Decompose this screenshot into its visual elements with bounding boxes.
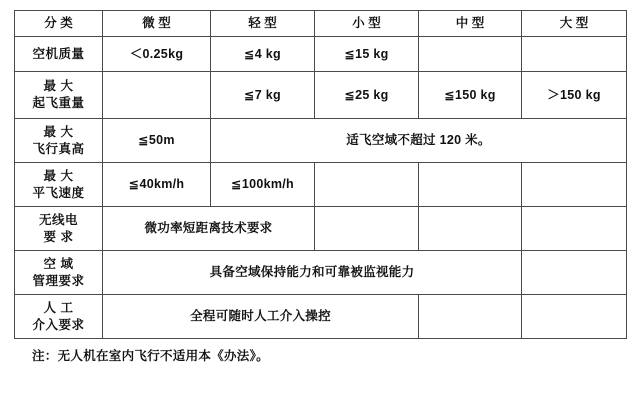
row-header-manual-intervention <box>15 295 103 339</box>
cell-radio-medium <box>419 207 522 251</box>
row-header-line1: 最 大 <box>43 168 74 183</box>
cell-empty-weight-light: ≦4 kg <box>211 37 315 72</box>
cell-max-speed-micro: ≦40km/h <box>103 163 211 207</box>
cell-max-speed-medium <box>419 163 522 207</box>
row-header-line1: 最 大 <box>43 124 74 139</box>
table-row <box>15 207 627 251</box>
row-header-line1: 最 大 <box>43 79 74 94</box>
cell-empty-weight-large <box>522 37 627 72</box>
cell-empty-weight-medium <box>419 37 522 72</box>
table-row <box>15 295 627 339</box>
uav-classification-table <box>14 10 627 339</box>
cell-radio-small <box>315 207 419 251</box>
row-header-line2: 要 求 <box>43 229 74 244</box>
row-header-max-takeoff-weight <box>15 72 103 119</box>
cell-max-altitude-micro: ≦50m <box>103 119 211 163</box>
cell-max-speed-large <box>522 163 627 207</box>
row-header-line1: 空机质量 <box>32 46 85 61</box>
table-row <box>15 37 627 72</box>
row-header-line2: 平飞速度 <box>32 185 85 200</box>
row-header-line2: 管理要求 <box>32 273 85 288</box>
column-header-small: 小 型 <box>315 11 419 37</box>
cell-manual-intervention-large <box>522 295 627 339</box>
cell-max-takeoff-large: ＞150 kg <box>522 72 627 119</box>
column-header-category: 分 类 <box>15 11 103 37</box>
table-row <box>15 251 627 295</box>
cell-radio-large <box>522 207 627 251</box>
cell-airspace-management-span: 具备空域保持能力和可靠被监视能力 <box>103 251 522 295</box>
row-header-line2: 介入要求 <box>32 317 85 332</box>
row-header-line2: 起飞重量 <box>32 96 85 110</box>
cell-max-takeoff-micro <box>103 72 211 119</box>
cell-empty-weight-micro: ＜0.25kg <box>103 37 211 72</box>
table-row <box>15 72 627 119</box>
cell-radio-micro-light: 微功率短距离技术要求 <box>103 207 315 251</box>
row-header-line2: 飞行真高 <box>32 141 85 156</box>
cell-max-takeoff-medium: ≦150 kg <box>419 72 522 119</box>
table-footnote: 注：无人机在室内飞行不适用本《办法》。 <box>32 349 269 363</box>
column-header-light: 轻 型 <box>211 11 315 37</box>
cell-max-speed-small <box>315 163 419 207</box>
cell-manual-intervention-medium <box>419 295 522 339</box>
column-header-large: 大 型 <box>522 11 627 37</box>
cell-max-altitude-others: 适飞空域不超过 120 米。 <box>211 119 627 163</box>
column-header-medium: 中 型 <box>419 11 522 37</box>
cell-max-takeoff-light: ≦7 kg <box>211 72 315 119</box>
row-header-empty-weight <box>15 37 103 72</box>
row-header-line1: 人 工 <box>43 300 74 315</box>
row-header-line1: 无线电 <box>38 212 78 227</box>
cell-max-takeoff-small: ≦25 kg <box>315 72 419 119</box>
row-header-line1: 空 域 <box>43 256 74 271</box>
cell-max-speed-light: ≦100km/h <box>211 163 315 207</box>
table-row <box>15 163 627 207</box>
row-header-airspace-management <box>15 251 103 295</box>
cell-manual-intervention-span: 全程可随时人工介入操控 <box>103 295 419 339</box>
table-row <box>15 119 627 163</box>
row-header-radio-requirement <box>15 207 103 251</box>
cell-airspace-management-large <box>522 251 627 295</box>
table-header-row <box>15 11 627 37</box>
row-header-max-altitude <box>15 119 103 163</box>
cell-empty-weight-small: ≦15 kg <box>315 37 419 72</box>
column-header-micro: 微 型 <box>103 11 211 37</box>
row-header-max-level-speed <box>15 163 103 207</box>
